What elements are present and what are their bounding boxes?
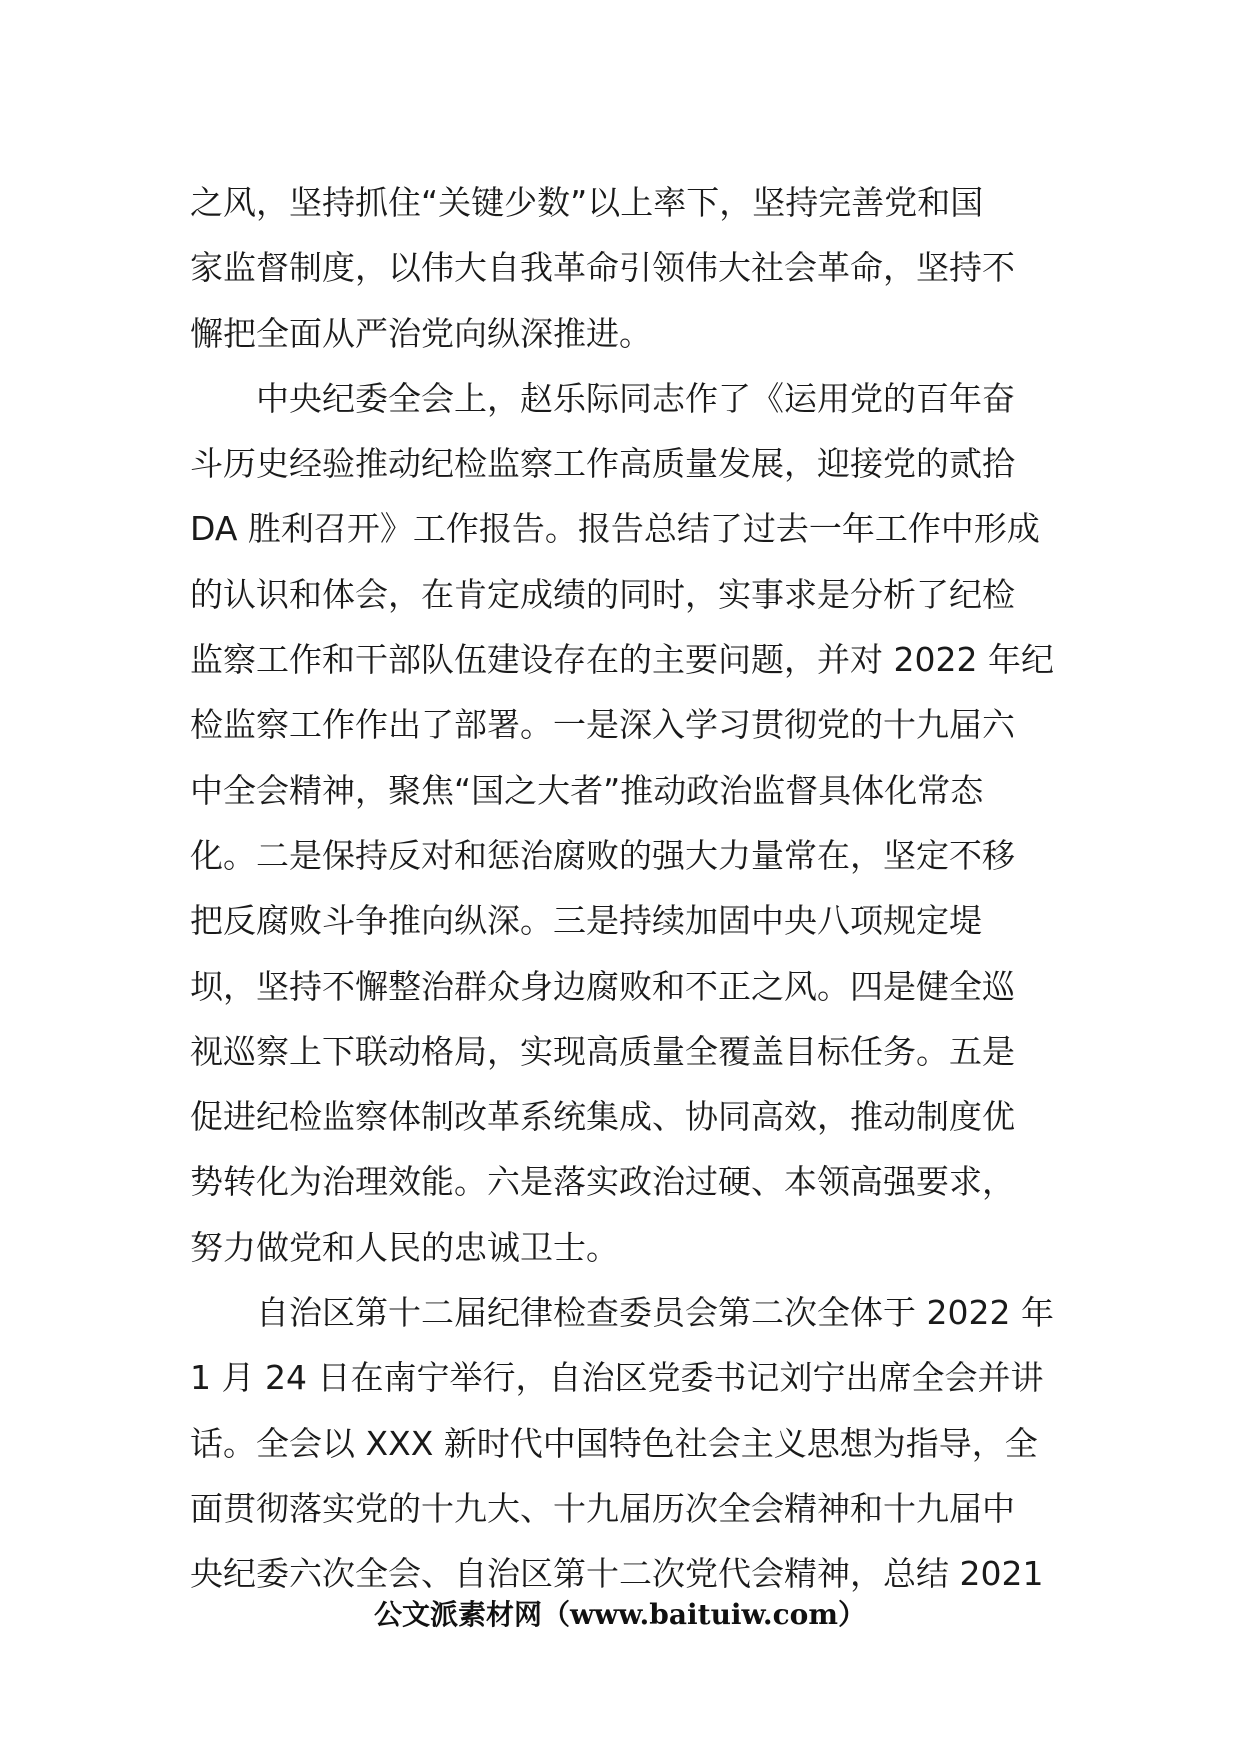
- text-line: 家监督制度，以伟大自我革命引领伟大社会革命，坚持不: [190, 248, 1015, 288]
- paragraph-start-line: 中央纪委全会上，赵乐际同志作了《运用党的百年奋: [256, 378, 1015, 418]
- text-line: 坝，坚持不懈整治群众身边腐败和不正之风。四是健全巡: [190, 966, 1015, 1006]
- text-line: 化。二是保持反对和惩治腐败的强大力量常在，坚定不移: [190, 835, 1015, 875]
- text-line: 监察工作和干部队伍建设存在的主要问题，并对 2022 年纪: [190, 640, 1054, 680]
- page-footer: 公文派素材网（www.baituiw.com）: [374, 1598, 866, 1631]
- text-line: 的认识和体会，在肯定成绩的同时，实事求是分析了纪检: [190, 574, 1015, 614]
- text-line: 视巡察上下联动格局，实现高质量全覆盖目标任务。五是: [190, 1031, 1015, 1071]
- text-line: 把反腐败斗争推向纵深。三是持续加固中央八项规定堤: [190, 901, 982, 941]
- text-line: 势转化为治理效能。六是落实政治过硬、本领高强要求，: [190, 1162, 1015, 1202]
- text-line: 面贯彻落实党的十九大、十九届历次全会精神和十九届中: [190, 1488, 1015, 1528]
- text-line: 促进纪检监察体制改革系统集成、协同高效，推动制度优: [190, 1097, 1015, 1137]
- document-body: [190, 170, 1060, 1607]
- text-line: 检监察工作作出了部署。一是深入学习贯彻党的十九届六: [190, 705, 1015, 745]
- text-line: 斗历史经验推动纪检监察工作高质量发展，迎接党的贰拾: [190, 444, 1015, 484]
- text-line: 懈把全面从严治党向纵深推进。: [190, 313, 652, 353]
- text-line: 中全会精神，聚焦“国之大者”推动政治监督具体化常态: [190, 770, 984, 810]
- text-line: 话。全会以 XXX 新时代中国特色社会主义思想为指导，全: [190, 1423, 1038, 1463]
- text-line: 努力做党和人民的忠诚卫士。: [190, 1227, 619, 1267]
- text-line: 之风，坚持抓住“关键少数”以上率下，坚持完善党和国: [190, 183, 984, 222]
- text-line: DA 胜利召开》工作报告。报告总结了过去一年工作中形成: [190, 509, 1040, 549]
- text-line: 央纪委六次全会、自治区第十二次党代会精神，总结 2021: [190, 1554, 1044, 1594]
- paragraph-start-line: 自治区第十二届纪律检查委员会第二次全体于 2022 年: [256, 1293, 1054, 1333]
- text-line: 1 月 24 日在南宁举行，自治区党委书记刘宁出席全会并讲: [190, 1358, 1044, 1398]
